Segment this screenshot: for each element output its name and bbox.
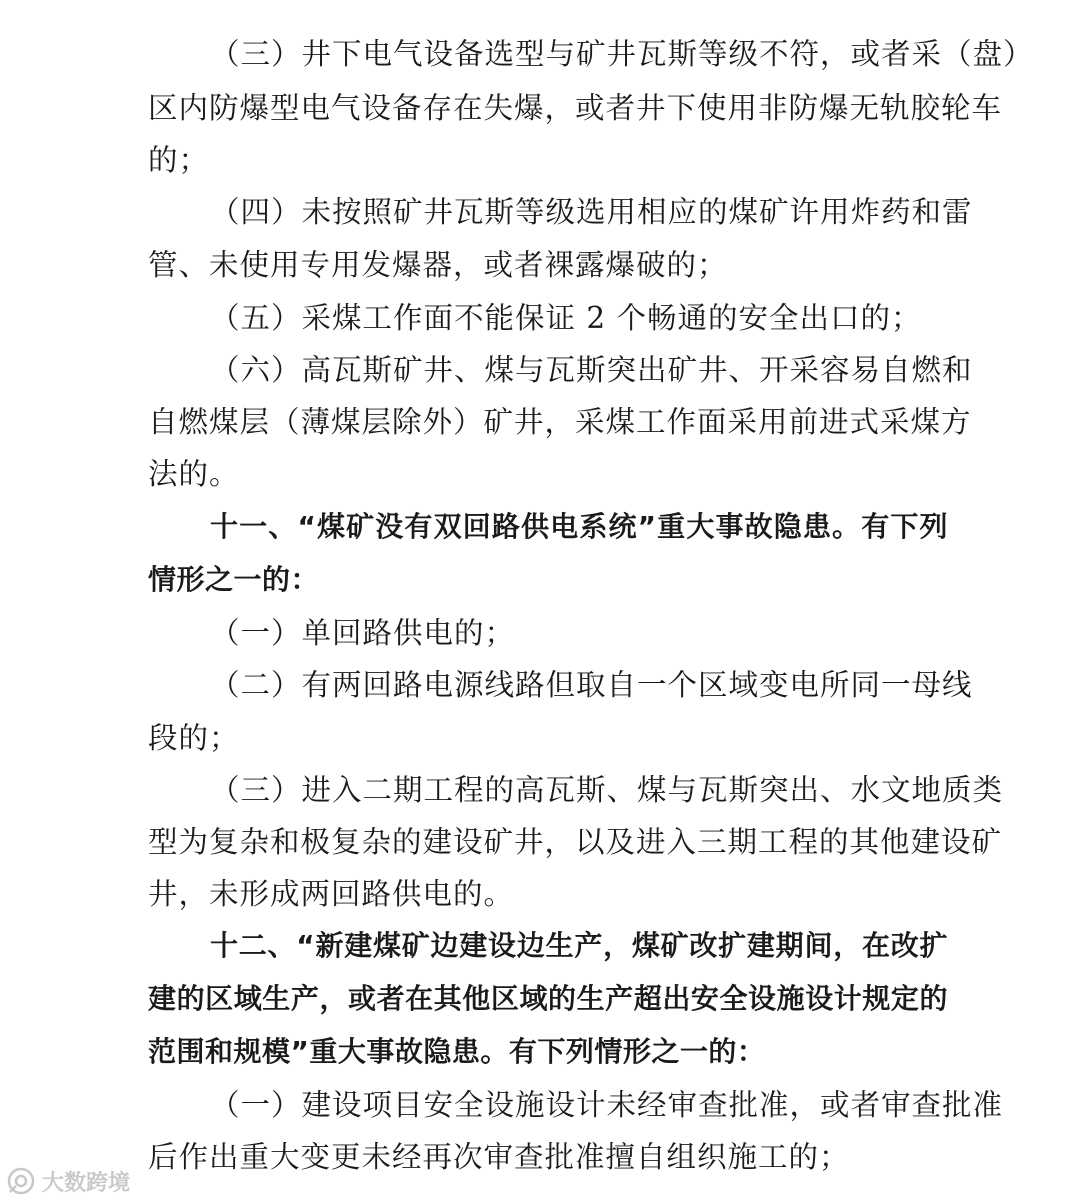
doc-line-9: 法的。: [148, 457, 240, 491]
brand-logo-icon: [6, 1166, 36, 1196]
doc-line-3: 的；: [148, 143, 210, 177]
doc-line-6: （五）采煤工作面不能保证 2 个畅通的安全出口的；: [210, 301, 922, 335]
doc-line-8: 自燃煤层（薄煤层除外）矿井，采煤工作面采用前进式采煤方: [148, 405, 972, 439]
watermark-text: 大数跨境: [42, 1170, 131, 1196]
doc-line-12: （一）单回路供电的；: [210, 616, 516, 650]
section-heading-11: 十一、“煤矿没有双回路供电系统”重大事故隐患。有下列: [210, 510, 948, 543]
doc-line-17: 井，未形成两回路供电的。: [148, 877, 515, 911]
doc-line-22: 后作出重大变更未经再次审查批准擅自组织施工的；: [148, 1140, 850, 1174]
doc-line-2: 区内防爆型电气设备存在失爆，或者井下使用非防爆无轨胶轮车: [148, 91, 1003, 125]
doc-line-16: 型为复杂和极复杂的建设矿井，以及进入三期工程的其他建设矿: [148, 825, 1003, 859]
doc-line-4: （四）未按照矿井瓦斯等级选用相应的煤矿许用炸药和雷: [210, 195, 973, 229]
section-heading-12-line-3: 范围和规模”重大事故隐患。有下列情形之一的：: [148, 1035, 766, 1068]
doc-line-7: （六）高瓦斯矿井、煤与瓦斯突出矿井、开采容易自燃和: [210, 353, 973, 387]
watermark: [6, 1164, 130, 1198]
doc-line-13: （二）有两回路电源线路但取自一个区域变电所同一母线: [210, 668, 973, 702]
doc-line-5: 管、未使用专用发爆器，或者裸露爆破的；: [148, 248, 728, 282]
doc-line-15: （三）进入二期工程的高瓦斯、煤与瓦斯突出、水文地质类: [210, 773, 1004, 807]
section-heading-12-line-2: 建的区域生产，或者在其他区域的生产超出安全设施设计规定的: [148, 982, 948, 1015]
section-heading-12: 十二、“新建煤矿边建设边生产，煤矿改扩建期间，在改扩: [210, 929, 948, 962]
doc-line-14: 段的；: [148, 721, 240, 755]
doc-line-1: （三）井下电气设备选型与矿井瓦斯等级不符，或者采（盘）: [210, 37, 1034, 71]
doc-line-21: （一）建设项目安全设施设计未经审查批准，或者审查批准: [210, 1088, 1004, 1122]
section-heading-11-cont: 情形之一的：: [148, 563, 320, 596]
